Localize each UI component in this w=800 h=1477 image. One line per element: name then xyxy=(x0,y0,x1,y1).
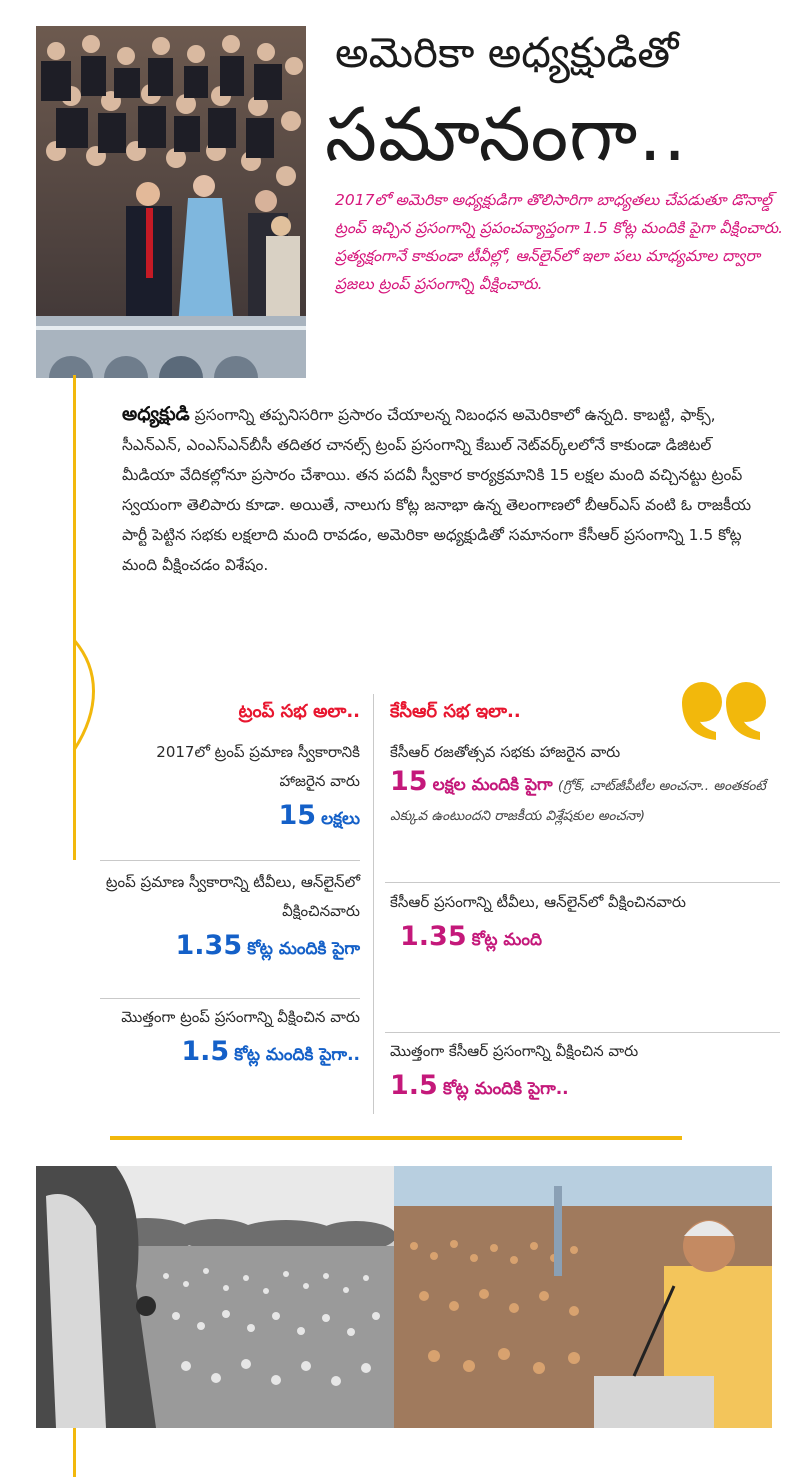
rally-speech-photo xyxy=(394,1166,772,1428)
kcr-column xyxy=(390,694,766,830)
trump-tv-block xyxy=(40,868,360,966)
trump-column xyxy=(60,694,360,836)
right-separator-1 xyxy=(385,882,780,883)
headline-line-2: సమానంగా.. xyxy=(325,92,688,178)
trump-total-unit: కోట్ల మందికి పైగా.. xyxy=(234,1045,360,1065)
trump-attendees-unit: లక్షలు xyxy=(321,809,360,829)
trump-column-heading: ట్రంప్ సభ అలా.. xyxy=(238,701,360,722)
kcr-total-text: మొత్తంగా కేసీఆర్ ప్రసంగాన్ని వీక్షించిన వారు xyxy=(390,1042,639,1060)
trump-total-block xyxy=(40,1003,360,1072)
inauguration-photo xyxy=(36,26,306,378)
lead-paragraph: 2017లో అమెరికా అధ్యక్షుడిగా తొలిసారిగా బాధ్యతలు చేపడుతూ డొనాల్డ్ ట్రంప్ ఇచ్చిన ప్రసంగాన్ని ప్రపంచవ్యాప్తంగా 1.5 కోట్ల మందికి పైగా వీక్షించారు. ప్రత్యక్షంగానే కాకుండా టీవీల్లో, ఆన్‌లైన్‌లో ఇలా పలు మాధ్యమాల ద్వారా ప్రజలు ట్రంప్ ప్రసంగాన్ని వీక్షించారు. xyxy=(335,191,784,293)
quote-marks-icon xyxy=(680,680,772,742)
trump-attendees-figure xyxy=(60,796,360,836)
trump-total-number: 1.5 xyxy=(181,1036,230,1067)
trump-attendees-number: 15 xyxy=(278,800,317,831)
body-lead-word: అధ్యక్షుడి xyxy=(122,403,190,425)
kcr-attendees-figure xyxy=(390,767,780,830)
trump-total-figure xyxy=(40,1032,360,1072)
kcr-attendees-number: 15 xyxy=(390,766,428,797)
headline-line-1: అమెరికా అధ్యక్షుడితో xyxy=(335,28,679,77)
kcr-column-heading: కేసీఆర్ సభ ఇలా.. xyxy=(390,701,521,722)
right-separator-2 xyxy=(385,1032,780,1033)
footer-caption xyxy=(120,1450,680,1477)
trump-tv-text: ట్రంప్ ప్రమాణ స్వీకారాన్ని టీవీలు, ఆన్‌లైన్‌లో వీక్షించినవారు xyxy=(105,873,360,920)
kcr-total-figure xyxy=(390,1066,790,1106)
body-text: ప్రసంగాన్ని తప్పనిసరిగా ప్రసారం చేయాలన్న నిబంధన అమెరికాలో ఉన్నది. కాబట్టి, ఫాక్స్, సీఎన్ఎన్, ఎంఎస్ఎన్‌బీసీ తదితర చానల్స్ ట్రంప్ ప్రసంగాన్ని కేబుల్ నెట్‌వర్క్‌లలోనే కాకుండా డిజిటల్ మీడియా వేదికల్లోనూ ప్రసారం చేశాయి. తన పదవీ స్వీకార కార్యక్రమానికి 15 లక్షల మంది వచ్చినట్టు ట్రంప్ స్వయంగా తెలిపారు కూడా. అయితే, నాలుగు కోట్ల జనాభా ఉన్న తెలంగాణలో బీఆర్ఎస్ వంటి ఓ రాజకీయ పార్టీ పెట్టిన సభకు లక్షలాది మంది రావడం, అమెరికా అధ్యక్షుడితో సమానంగా కేసీఆర్ ప్రసంగాన్ని 1.5 కోట్ల మంది వీక్షించడం విశేషం. xyxy=(122,406,752,574)
column-divider xyxy=(373,694,374,1114)
left-separator-1 xyxy=(100,860,360,861)
kcr-tv-number: 1.35 xyxy=(400,921,467,952)
historic-rally-photo xyxy=(36,1166,394,1428)
kcr-attendees-unit: లక్షల మందికి పైగా xyxy=(432,775,553,795)
kcr-tv-text: కేసీఆర్ ప్రసంగాన్ని టీవీలు, ఆన్‌లైన్‌లో వీక్షించినవారు xyxy=(390,893,686,911)
body-paragraph xyxy=(122,399,762,580)
kcr-tv-unit: కోట్ల మంది xyxy=(471,930,542,950)
kcr-total-unit: కోట్ల మందికి పైగా.. xyxy=(442,1079,569,1099)
kcr-tv-block xyxy=(390,888,750,957)
kcr-attendees-note: (గ్రోక్, చాట్‌జీపీటీల అంచనా.. అంతకంటే ఎక్కువ ఉంటుందని రాజకీయ విశ్లేషకుల అంచనా) xyxy=(390,778,766,824)
section-gold-rule xyxy=(110,1136,682,1140)
kcr-attendees-text: కేసీఆర్ రజతోత్సవ సభకు హాజరైన వారు xyxy=(390,743,621,761)
left-separator-2 xyxy=(100,998,360,999)
trump-tv-figure xyxy=(40,926,360,966)
trump-tv-unit: కోట్ల మందికి పైగా xyxy=(247,939,360,959)
trump-total-text: మొత్తంగా ట్రంప్ ప్రసంగాన్ని వీక్షించిన వారు xyxy=(121,1008,360,1026)
trump-tv-number: 1.35 xyxy=(175,930,243,961)
kcr-total-block xyxy=(390,1037,790,1106)
trump-attendees-text: 2017లో ట్రంప్ ప్రమాణ స్వీకారానికి హాజరైన వారు xyxy=(156,743,360,790)
kcr-total-number: 1.5 xyxy=(390,1070,438,1101)
kcr-tv-figure xyxy=(390,917,750,957)
